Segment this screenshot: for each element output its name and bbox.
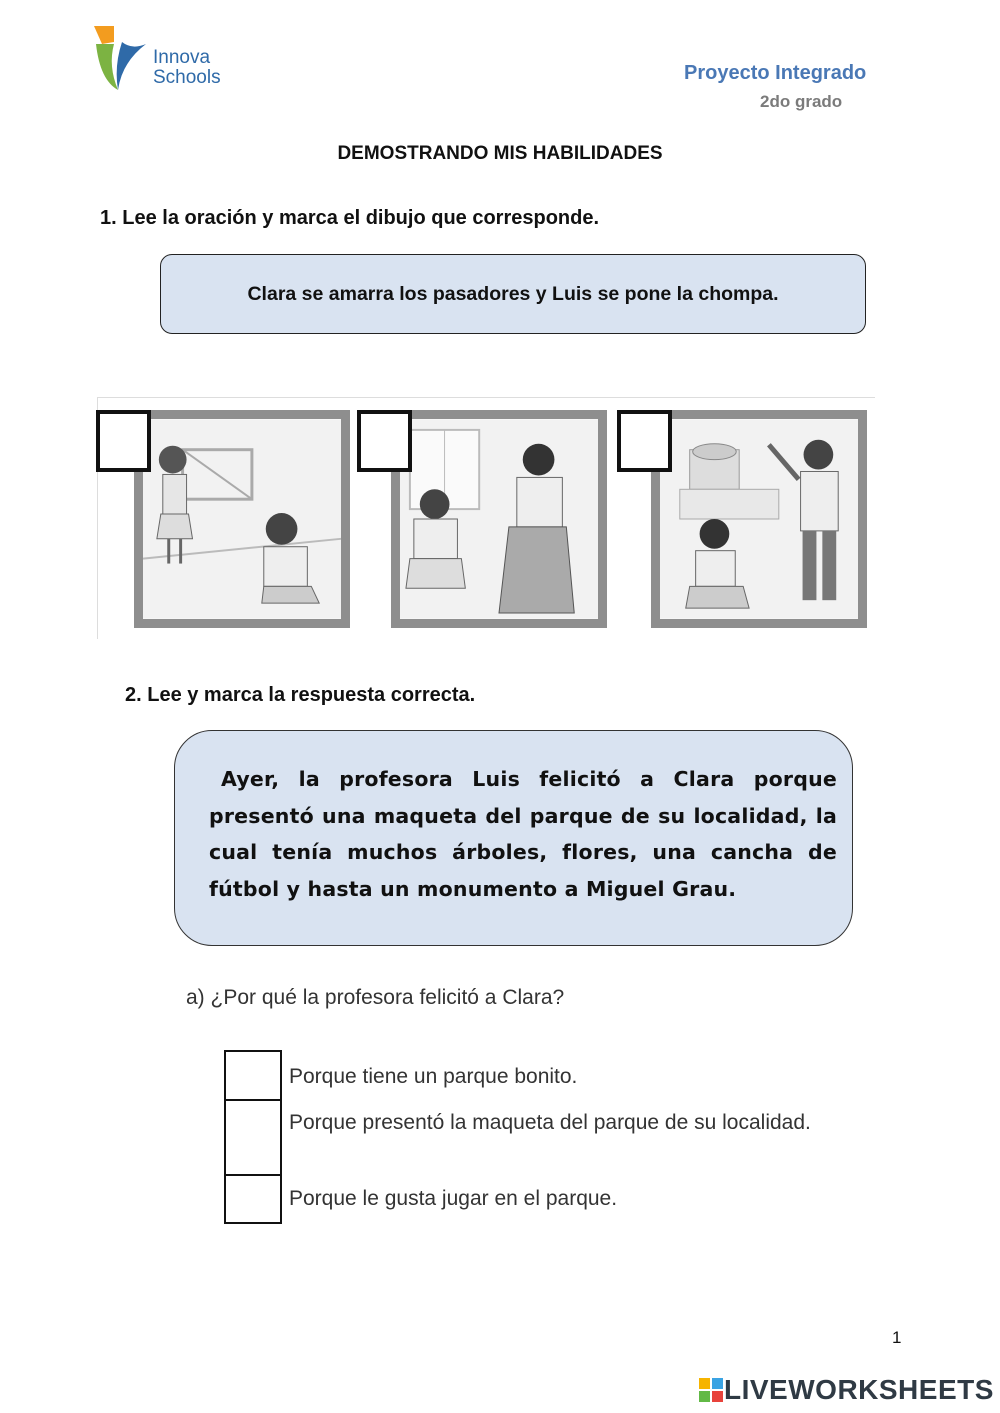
project-title: Proyecto Integrado xyxy=(684,62,867,84)
option-2-checkbox[interactable] xyxy=(224,1099,282,1176)
reading-passage-box xyxy=(174,730,853,946)
liveworksheets-logo-icon xyxy=(698,1377,724,1403)
illustration-3 xyxy=(651,410,867,628)
picture-1-checkbox[interactable] xyxy=(96,410,151,472)
grade-label: 2do grado xyxy=(760,92,843,111)
option-3-text: Porque le gusta jugar en el parque. xyxy=(289,1187,618,1210)
logo-line-1: Innova xyxy=(153,47,211,68)
option-1-text: Porque tiene un parque bonito. xyxy=(289,1065,578,1088)
page-number: 1 xyxy=(892,1328,902,1347)
girl-tying-shoes-boy-pants-illustration xyxy=(400,419,598,619)
question-2-prompt: 2. Lee y marca la respuesta correcta. xyxy=(125,684,476,706)
picture-3-checkbox[interactable] xyxy=(617,410,672,472)
illustration-1 xyxy=(134,410,350,628)
picture-2-checkbox[interactable] xyxy=(357,410,412,472)
option-2-text: Porque presentó la maqueta del parque de su localidad. xyxy=(289,1111,811,1134)
option-3-checkbox[interactable] xyxy=(224,1174,282,1224)
girl-and-boy-tying-shoes-illustration xyxy=(143,419,341,619)
option-1-checkbox[interactable] xyxy=(224,1050,282,1101)
illustration-2 xyxy=(391,410,607,628)
question-1-sentence: Clara se amarra los pasadores y Luis se pone la chompa. xyxy=(247,282,779,305)
girl-shoes-boy-sweater-illustration xyxy=(660,419,858,619)
logo-line-2: Schools xyxy=(153,67,221,88)
page-title: DEMOSTRANDO MIS HABILIDADES xyxy=(337,143,663,164)
reading-passage: Ayer, la profesora Luis felicitó a Clara porque presentó una maqueta del parque de su localidad, la cual tenía muchos árboles, flores, una cancha de fútbol y hasta un monumento a Miguel Grau. xyxy=(209,767,837,901)
question-1-sentence-box xyxy=(160,254,866,334)
question-1-prompt: 1. Lee la oración y marca el dibujo que corresponde. xyxy=(100,207,600,229)
logo-wordmark xyxy=(153,48,221,88)
liveworksheets-brand xyxy=(698,1374,994,1406)
sub-question-a: a) ¿Por qué la profesora felicitó a Clara? xyxy=(186,986,565,1009)
leaf-logo-icon xyxy=(92,22,152,94)
liveworksheets-wordmark: LIVEWORKSHEETS xyxy=(724,1374,994,1405)
